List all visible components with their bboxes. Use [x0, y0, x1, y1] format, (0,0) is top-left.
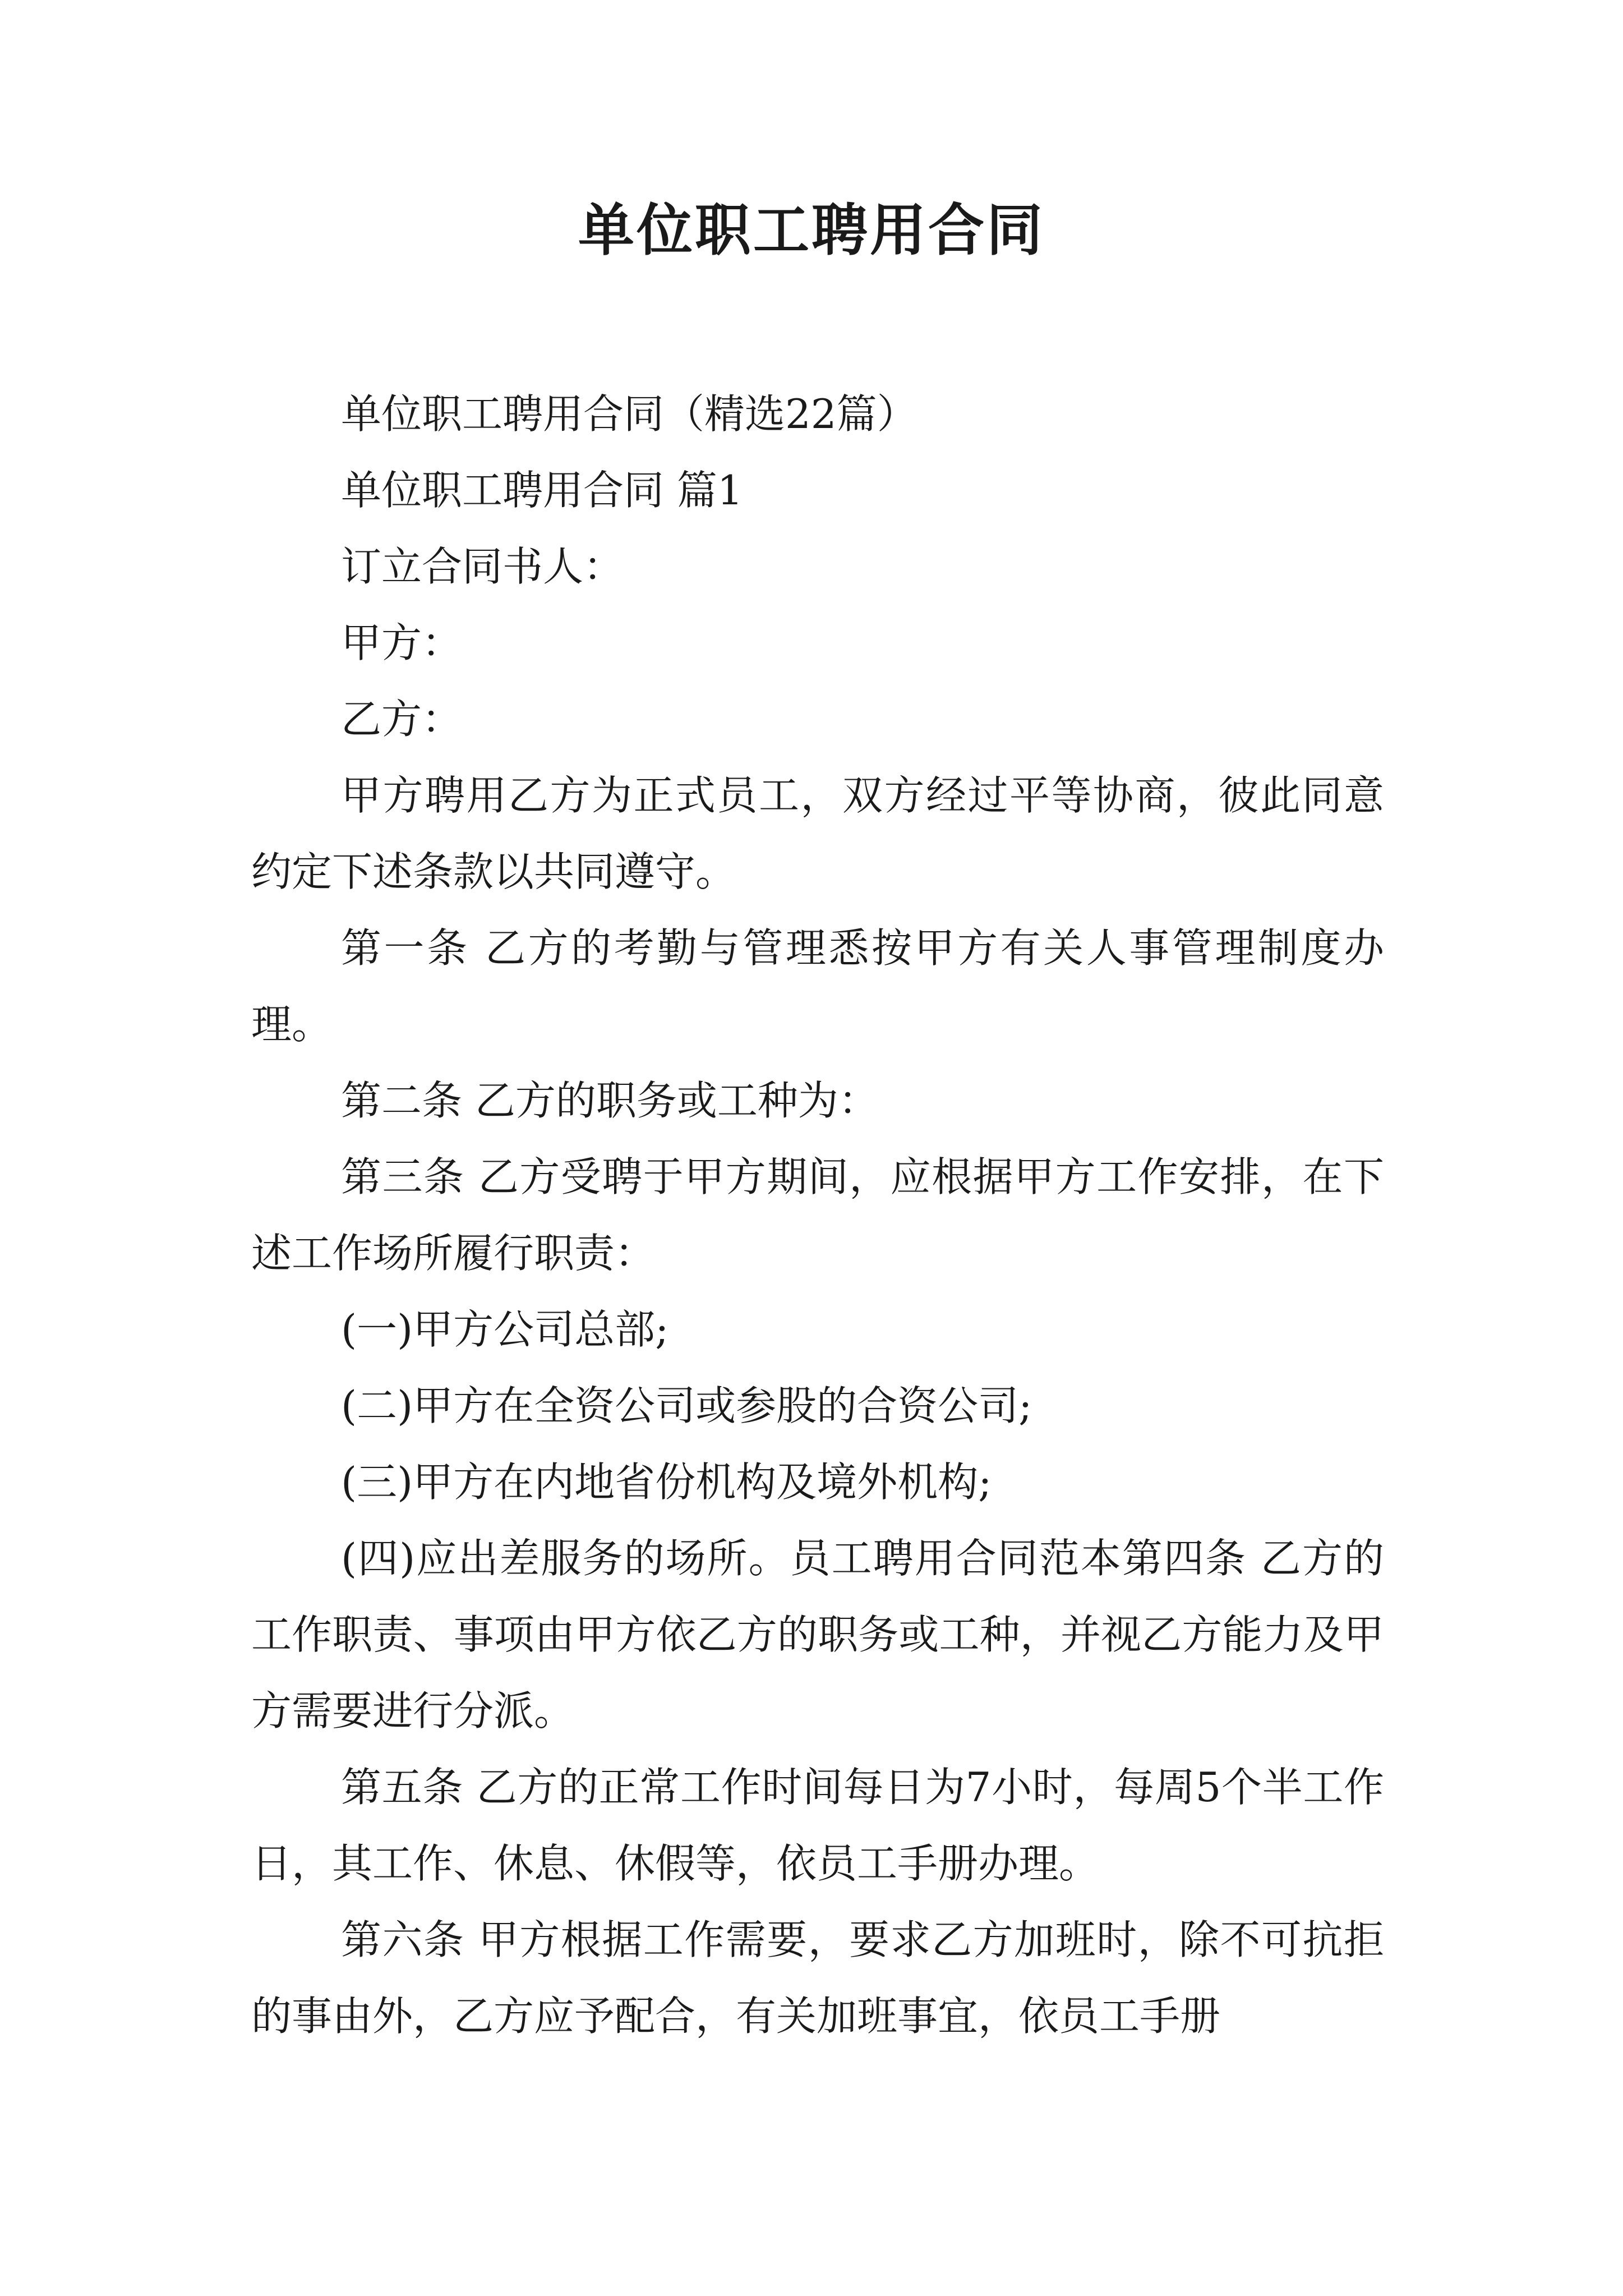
paragraph-item-1: (一)甲方公司总部; [341, 1306, 669, 1353]
paragraph-signatories: 订立合同书人： [341, 543, 624, 590]
paragraph-subtitle: 单位职工聘用合同（精选22篇） [341, 390, 917, 438]
paragraph-party-a: 甲方： [341, 619, 463, 666]
paragraph-article-6: 第六条 甲方根据工作需要，要求乙方加班时，除不可抗拒的事由外，乙方应予配合，有关加班事宜，依员工手册 [251, 1916, 1384, 2040]
paragraph-item-3: (三)甲方在内地省份机构及境外机构; [341, 1458, 992, 1506]
paragraph-section-heading: 单位职工聘用合同 篇1 [341, 467, 743, 514]
document-title: 单位职工聘用合同 [578, 197, 1045, 263]
paragraph-item-2: (二)甲方在全资公司或参股的合资公司; [341, 1382, 1032, 1429]
paragraph-party-b: 乙方： [341, 696, 463, 743]
document-body [251, 376, 1384, 2054]
paragraph-article-5: 第五条 乙方的正常工作时间每日为7小时，每周5个半工作日，其工作、休息、休假等，依员工手册办理。 [251, 1764, 1384, 1887]
paragraph-article-2: 第二条 乙方的职务或工种为： [341, 1077, 879, 1124]
paragraph-preamble: 甲方聘用乙方为正式员工，双方经过平等协商，彼此同意约定下述条款以共同遵守。 [251, 772, 1384, 895]
paragraph-article-1: 第一条 乙方的考勤与管理悉按甲方有关人事管理制度办理。 [251, 924, 1384, 1048]
paragraph-article-3: 第三条 乙方受聘于甲方期间，应根据甲方工作安排，在下述工作场所履行职责： [251, 1153, 1384, 1277]
paragraph-item-4: (四)应出差服务的场所。员工聘用合同范本第四条 乙方的工作职责、事项由甲方依乙方的职务或工种，并视乙方能力及甲方需要进行分派。 [251, 1535, 1384, 1734]
